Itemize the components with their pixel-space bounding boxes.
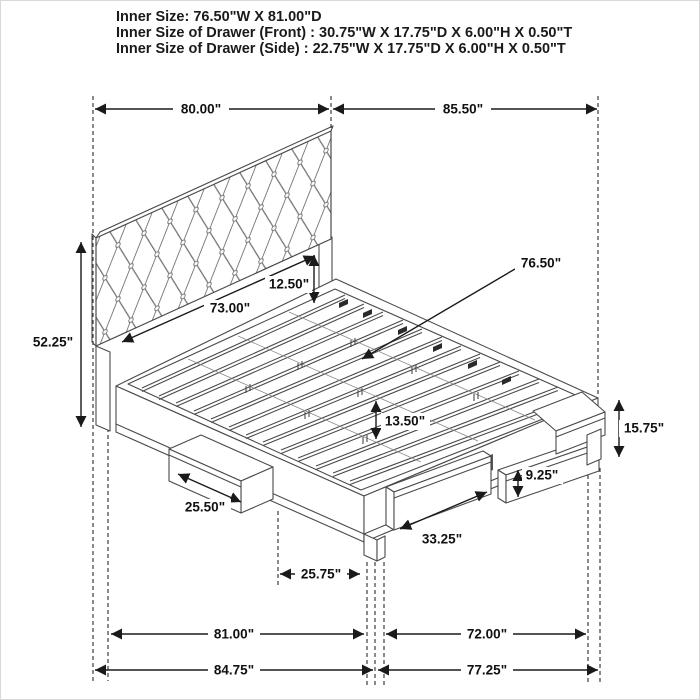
dim-label-rail-to-slat-height: 13.50" [384, 413, 426, 429]
dim-leg-inset [280, 566, 360, 583]
dim-label-slat-area-width: 76.50" [520, 255, 562, 271]
dim-label-top-right: 85.50" [442, 101, 484, 117]
dim-top-right [333, 100, 597, 117]
dim-frame-side-height [619, 400, 669, 457]
inner-size-line-1: Inner Size: 76.50"W X 81.00"D [116, 9, 322, 25]
front-center-leg [364, 534, 377, 561]
dim-label-bottom-outer-right: 77.25" [466, 662, 508, 678]
dim-bottom-outer-right [378, 662, 598, 679]
dim-label-bottom-inner-right: 72.00" [466, 626, 508, 642]
dim-label-bottom-inner-left: 81.00" [213, 626, 255, 642]
diagram-canvas [1, 1, 700, 700]
dim-bottom-outer-left [95, 662, 373, 679]
dim-label-side-drawer-width: 25.50" [184, 499, 226, 515]
dim-headboard-height [27, 242, 81, 427]
dim-top-left [95, 100, 329, 117]
dim-label-headboard-width: 73.00" [209, 300, 251, 316]
dim-bottom-inner-left [111, 626, 364, 643]
dim-label-bottom-outer-left: 84.75" [213, 662, 255, 678]
dim-label-headboard-height: 52.25" [32, 334, 74, 350]
dim-label-leg-inset: 25.75" [300, 566, 342, 582]
inner-size-line-3: Inner Size of Drawer (Side) : 22.75"W X 17.75"D X 6.00"H X 0.50"T [116, 40, 566, 57]
inner-size-line-2: Inner Size of Drawer (Front) : 30.75"W X 17.75"D X 6.00"H X 0.50"T [116, 24, 573, 41]
dim-label-frame-side-height: 15.75" [623, 420, 665, 436]
dim-bottom-inner-right [386, 626, 586, 643]
headboard-left-leg [96, 346, 110, 431]
dim-label-headboard-to-rail: 12.50" [268, 276, 310, 292]
dim-label-top-left: 80.00" [180, 101, 222, 117]
rear-right-leg [587, 429, 601, 465]
dim-label-front-drawer-width: 33.25" [421, 531, 463, 547]
dim-label-drawer-face-height: 9.25" [525, 467, 559, 483]
